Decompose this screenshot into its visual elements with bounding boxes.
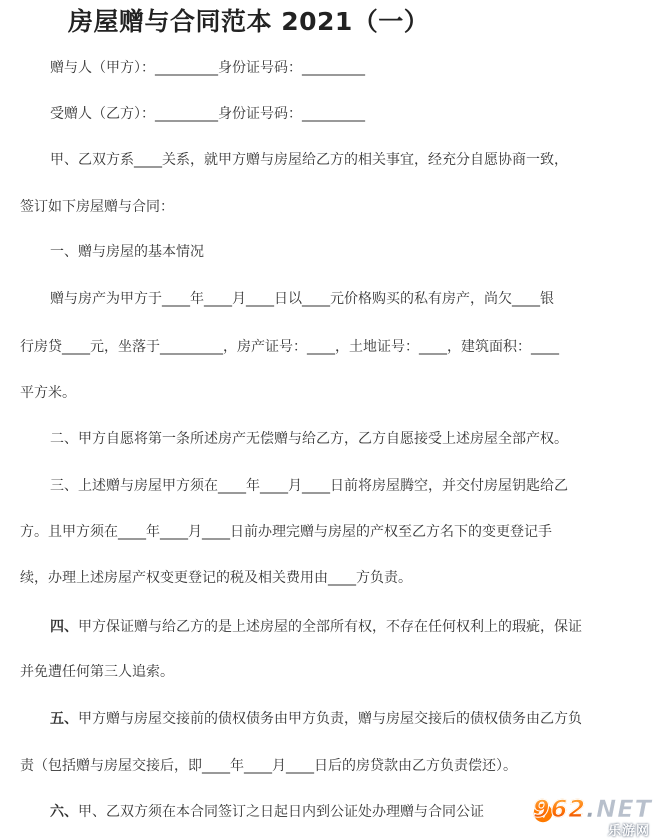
section-5-body: 甲方赠与房屋交接前的债权债务由甲方负责，赠与房屋交接后的债权债务由乙方负 [78,711,582,727]
section-2-text: 二、甲方自愿将第一条所述房产无偿赠与给乙方，乙方自愿接受上述房屋全部产权。 [50,431,568,447]
section-6-body: 甲、乙双方须在本合同签订之日起日内到公证处办理赠与合同公证 [78,804,484,820]
donor-line: 赠与人（甲方）：_________身份证号码：_________ [50,60,365,76]
section-1-text-2: 行房贷____元，坐落于_________，房产证号：____，土地证号：____，建筑面积：____ [20,339,559,355]
section-6-text-1 [50,802,484,822]
section-4-text-2: 并免遭任何第三人追索。 [20,664,174,680]
section-5-text-1 [50,709,582,729]
section-6-number: 六、 [50,804,78,820]
section-5-text-2: 责（包括赠与房屋交接后，即____年____月____日后的房贷款由乙方负责偿还）。 [20,758,517,774]
watermark-dot: . [586,795,597,823]
section-4-text-1 [50,617,582,637]
intro-line-1: 甲、乙双方系____关系，就甲方赠与房屋给乙方的相关事宜，经充分自愿协商一致， [50,152,568,168]
watermark-net: NET [596,795,652,823]
section-4-body: 甲方保证赠与给乙方的是上述房屋的全部所有权，不存在任何权利上的瑕疵，保证 [78,619,582,635]
document-title: 房屋赠与合同范本 2021（一） [68,7,430,36]
section-5-number: 五、 [50,711,78,727]
section-4-number: 四、 [50,619,78,635]
section-3-text-1: 三、上述赠与房屋甲方须在____年____月____日前将房屋腾空，并交付房屋钥匙给乙 [50,478,568,494]
section-3-text-3: 续，办理上述房屋产权变更登记的税及相关费用由____方负责。 [20,570,412,586]
recipient-line: 受赠人（乙方）：_________身份证号码：_________ [50,106,365,122]
section-1-heading: 一、赠与房屋的基本情况 [50,244,204,260]
section-1-text-1: 赠与房产为甲方于____年____月____日以____元价格购买的私有房产，尚欠____银 [50,291,554,307]
site-watermark [528,796,656,840]
watermark-domain [533,796,652,822]
section-1-text-3: 平方米。 [20,385,76,401]
intro-line-2: 签订如下房屋赠与合同： [20,199,174,215]
watermark-number: 962 [532,795,587,823]
section-3-text-2: 方。且甲方须在____年____月____日前办理完赠与房屋的产权至乙方名下的变更登记手 [20,524,552,540]
watermark-subtitle: 乐游网 [607,824,650,839]
